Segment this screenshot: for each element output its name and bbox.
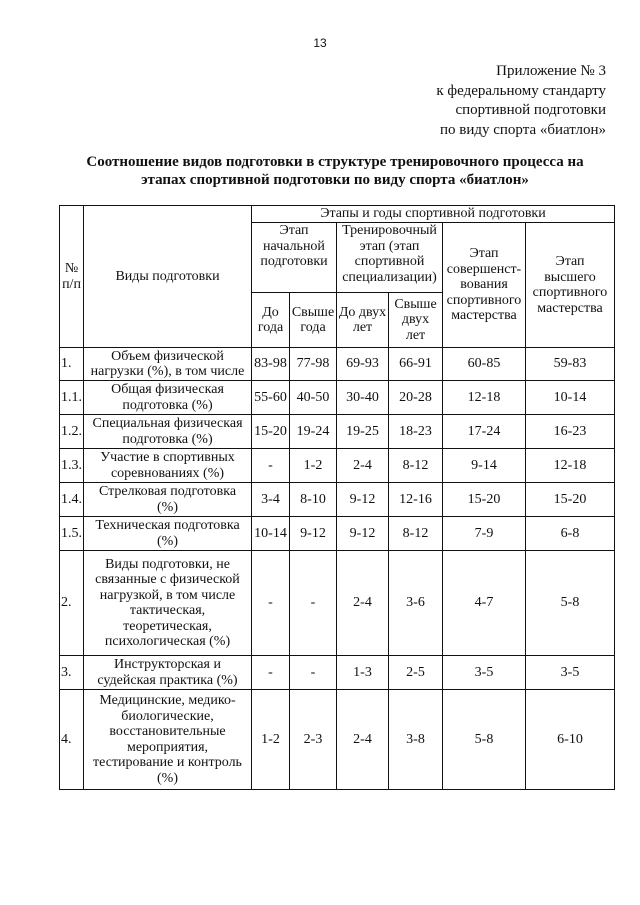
table-row bbox=[60, 381, 615, 415]
appendix-line: спортивной подготовки bbox=[455, 102, 606, 118]
ratio-value: 9-14 bbox=[443, 449, 526, 483]
ratio-value: 15-20 bbox=[443, 483, 526, 517]
ratio-value: 19-25 bbox=[337, 415, 389, 449]
ratio-value: 83-98 bbox=[252, 348, 290, 381]
appendix-line: по виду спорта «биатлон» bbox=[439, 121, 606, 138]
ratio-value: 15-20 bbox=[252, 415, 290, 449]
ratio-value: 6-8 bbox=[526, 517, 615, 551]
table-row bbox=[60, 449, 615, 483]
ratio-value: 3-5 bbox=[443, 656, 526, 690]
table-row bbox=[60, 551, 615, 656]
table-row bbox=[60, 348, 615, 381]
training-type: Участие в спортивных соревнованиях (%) bbox=[84, 449, 252, 483]
ratio-value: 2-4 bbox=[337, 449, 389, 483]
header-stage-initial: Этап начальной подготовки bbox=[252, 223, 337, 293]
table-row bbox=[60, 690, 615, 790]
ratio-value: 16-23 bbox=[526, 415, 615, 449]
ratio-value: 5-8 bbox=[526, 551, 615, 656]
ratio-value: 60-85 bbox=[443, 348, 526, 381]
table-header bbox=[60, 206, 615, 348]
row-number: 1.4. bbox=[60, 483, 84, 517]
row-number: 4. bbox=[60, 690, 84, 790]
ratio-value: 1-2 bbox=[290, 449, 337, 483]
ratio-value: 20-28 bbox=[389, 381, 443, 415]
header-training-upto-two: До двух лет bbox=[337, 293, 389, 348]
row-number: 1.5. bbox=[60, 517, 84, 551]
ratio-value: 2-3 bbox=[290, 690, 337, 790]
row-number: 1.1. bbox=[60, 381, 84, 415]
ratio-value: - bbox=[252, 656, 290, 690]
header-num: № п/п bbox=[60, 206, 84, 348]
ratio-value: 10-14 bbox=[252, 517, 290, 551]
training-type: Медицинские, медико- биологические, восстановительные мероприятия, тестирование и контроль (%) bbox=[84, 690, 252, 790]
row-number: 1.3. bbox=[60, 449, 84, 483]
ratio-value: 5-8 bbox=[443, 690, 526, 790]
ratio-value: 9-12 bbox=[337, 517, 389, 551]
table-row bbox=[60, 517, 615, 551]
ratio-value: 7-9 bbox=[443, 517, 526, 551]
ratio-value: - bbox=[290, 551, 337, 656]
row-number: 1.2. bbox=[60, 415, 84, 449]
training-type: Инструкторская и судейская практика (%) bbox=[84, 656, 252, 690]
ratio-value: 1-3 bbox=[337, 656, 389, 690]
ratio-value: 12-16 bbox=[389, 483, 443, 517]
ratio-value: - bbox=[252, 449, 290, 483]
ratio-value: - bbox=[290, 656, 337, 690]
ratio-value: 3-5 bbox=[526, 656, 615, 690]
header-stages-group: Этапы и годы спортивной подготовки bbox=[252, 206, 615, 223]
ratio-value: 4-7 bbox=[443, 551, 526, 656]
ratio-value: 10-14 bbox=[526, 381, 615, 415]
training-ratio-table bbox=[59, 205, 615, 790]
ratio-value: 8-12 bbox=[389, 517, 443, 551]
ratio-value: 40-50 bbox=[290, 381, 337, 415]
training-type: Техническая подготовка (%) bbox=[84, 517, 252, 551]
ratio-value: 69-93 bbox=[337, 348, 389, 381]
ratio-value: 1-2 bbox=[252, 690, 290, 790]
ratio-value: 59-83 bbox=[526, 348, 615, 381]
ratio-value: 2-4 bbox=[337, 690, 389, 790]
document-title bbox=[40, 153, 630, 189]
training-type: Специальная физическая подготовка (%) bbox=[84, 415, 252, 449]
appendix-line: Приложение № 3 bbox=[496, 63, 606, 79]
header-initial-upto-year: До года bbox=[252, 293, 290, 348]
ratio-value: 18-23 bbox=[389, 415, 443, 449]
ratio-value: 12-18 bbox=[526, 449, 615, 483]
ratio-value: 12-18 bbox=[443, 381, 526, 415]
ratio-value: 30-40 bbox=[337, 381, 389, 415]
row-number: 2. bbox=[60, 551, 84, 656]
ratio-value: 9-12 bbox=[290, 517, 337, 551]
ratio-value: 6-10 bbox=[526, 690, 615, 790]
header-initial-over-year: Свыше года bbox=[290, 293, 337, 348]
appendix-note bbox=[436, 62, 606, 140]
ratio-value: 77-98 bbox=[290, 348, 337, 381]
ratio-value: 8-12 bbox=[389, 449, 443, 483]
ratio-value: 8-10 bbox=[290, 483, 337, 517]
table-row bbox=[60, 656, 615, 690]
ratio-value: 17-24 bbox=[443, 415, 526, 449]
training-type: Объем физической нагрузки (%), в том числе bbox=[84, 348, 252, 381]
table-body bbox=[60, 348, 615, 790]
ratio-value: 9-12 bbox=[337, 483, 389, 517]
training-type: Общая физическая подготовка (%) bbox=[84, 381, 252, 415]
ratio-value: 19-24 bbox=[290, 415, 337, 449]
appendix-line: к федеральному стандарту bbox=[436, 82, 606, 99]
title-line: Соотношение видов подготовки в структуре тренировочного процесса на bbox=[86, 154, 584, 170]
training-type: Виды подготовки, не связанные с физической нагрузкой, в том числе тактическая, теоретическая, психологическая (%) bbox=[84, 551, 252, 656]
ratio-value: 3-8 bbox=[389, 690, 443, 790]
table-row bbox=[60, 415, 615, 449]
row-number: 3. bbox=[60, 656, 84, 690]
ratio-value: - bbox=[252, 551, 290, 656]
header-stage-higher: Этап высшего спортивного мастерства bbox=[526, 223, 615, 348]
training-type: Стрелковая подготовка (%) bbox=[84, 483, 252, 517]
header-type: Виды подготовки bbox=[84, 206, 252, 348]
ratio-value: 15-20 bbox=[526, 483, 615, 517]
ratio-value: 66-91 bbox=[389, 348, 443, 381]
ratio-value: 2-5 bbox=[389, 656, 443, 690]
page-number: 13 bbox=[313, 36, 327, 50]
ratio-value: 55-60 bbox=[252, 381, 290, 415]
ratio-value: 2-4 bbox=[337, 551, 389, 656]
ratio-value: 3-4 bbox=[252, 483, 290, 517]
table-row bbox=[60, 483, 615, 517]
ratio-value: 3-6 bbox=[389, 551, 443, 656]
header-stage-improvement: Этап совершенст- вования спортивного мастерства bbox=[443, 223, 526, 348]
row-number: 1. bbox=[60, 348, 84, 381]
header-stage-training: Тренировочный этап (этап спортивной специализации) bbox=[337, 223, 443, 293]
title-line: этапах спортивной подготовки по виду спорта «биатлон» bbox=[141, 172, 529, 188]
header-training-over-two: Свыше двух лет bbox=[389, 293, 443, 348]
